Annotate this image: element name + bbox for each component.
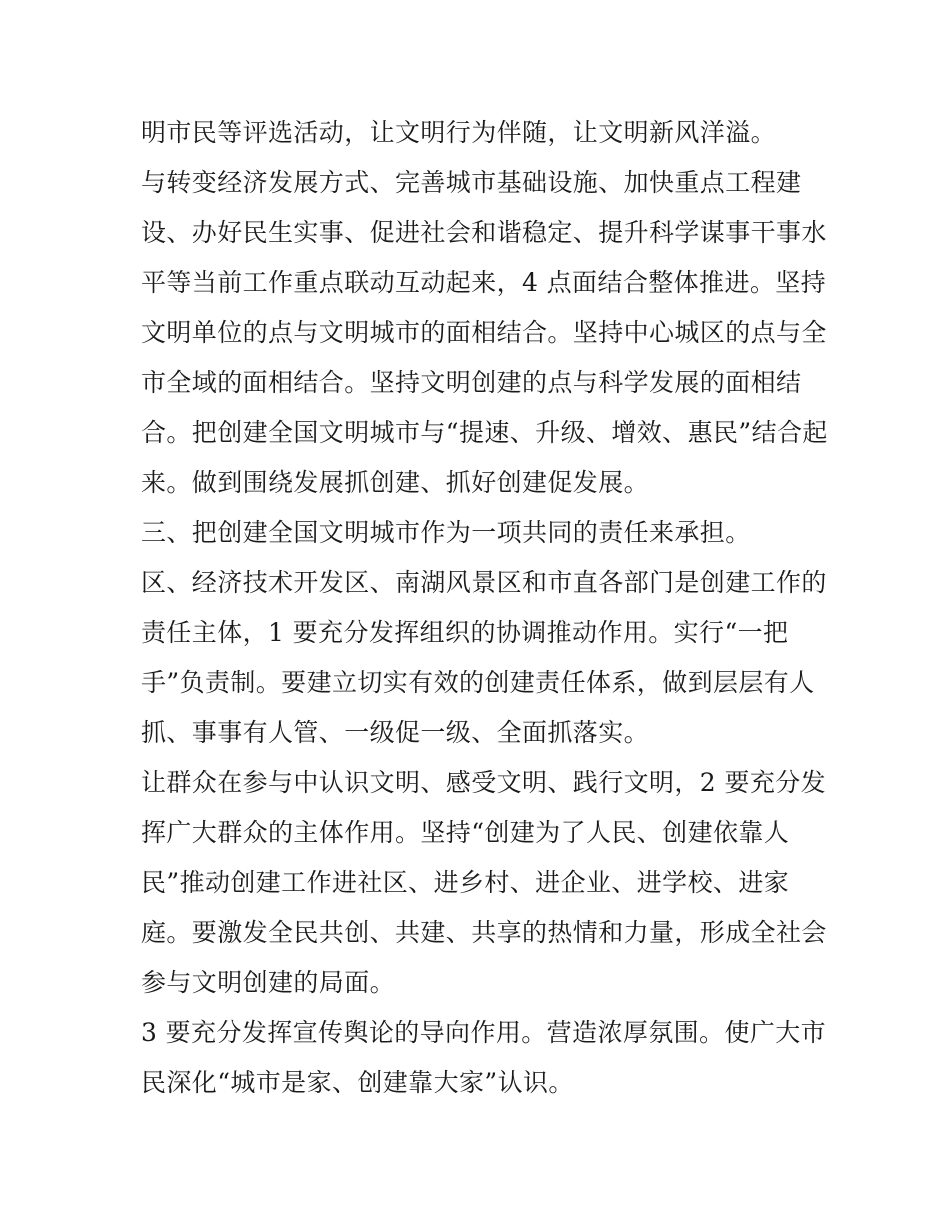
text-line: 区、经济技术开发区、南湖风景区和市直各部门是创建工作的	[141, 568, 827, 597]
text-line: 抓、事事有人管、一级促一级、全面抓落实。	[141, 718, 650, 747]
text-line: 参与文明创建的局面。	[141, 968, 396, 997]
text-line: 明市民等评选活动，让文明行为伴随，让文明新风洋溢。	[141, 118, 777, 147]
text-line: 挥广大群众的主体作用。坚持“创建为了人民、创建依靠人	[141, 818, 790, 847]
text-line: 手”负责制。要建立切实有效的创建责任体系，做到层层有人	[141, 668, 815, 697]
text-line: 3 要充分发挥宣传舆论的导向作用。营造浓厚氛围。使广大市	[141, 1018, 827, 1047]
text-line: 合。把创建全国文明城市与“提速、升级、增效、惠民”结合起	[141, 418, 828, 447]
text-line: 市全域的面相结合。坚持文明创建的点与科学发展的面相结	[141, 368, 802, 397]
text-line: 庭。要激发全民共创、共建、共享的热情和力量，形成全社会	[141, 918, 827, 947]
text-line: 责任主体，1 要充分发挥组织的协调推动作用。实行“一把	[141, 618, 789, 647]
section-heading: 三、把创建全国文明城市作为一项共同的责任来承担。	[141, 518, 751, 547]
document-body	[141, 108, 828, 1108]
text-line: 民”推动创建工作进社区、进乡村、进企业、进学校、进家	[141, 868, 790, 897]
text-line: 文明单位的点与文明城市的面相结合。坚持中心城区的点与全	[141, 318, 827, 347]
text-line: 让群众在参与中认识文明、感受文明、践行文明，2 要充分发	[141, 768, 827, 797]
text-line: 民深化“城市是家、创建靠大家”认识。	[141, 1068, 574, 1097]
text-line: 平等当前工作重点联动互动起来，4 点面结合整体推进。坚持	[141, 268, 827, 297]
text-line: 来。做到围绕发展抓创建、抓好创建促发展。	[141, 468, 650, 497]
text-line: 与转变经济发展方式、完善城市基础设施、加快重点工程建	[141, 168, 802, 197]
text-line: 设、办好民生实事、促进社会和谐稳定、提升科学谋事干事水	[141, 218, 827, 247]
